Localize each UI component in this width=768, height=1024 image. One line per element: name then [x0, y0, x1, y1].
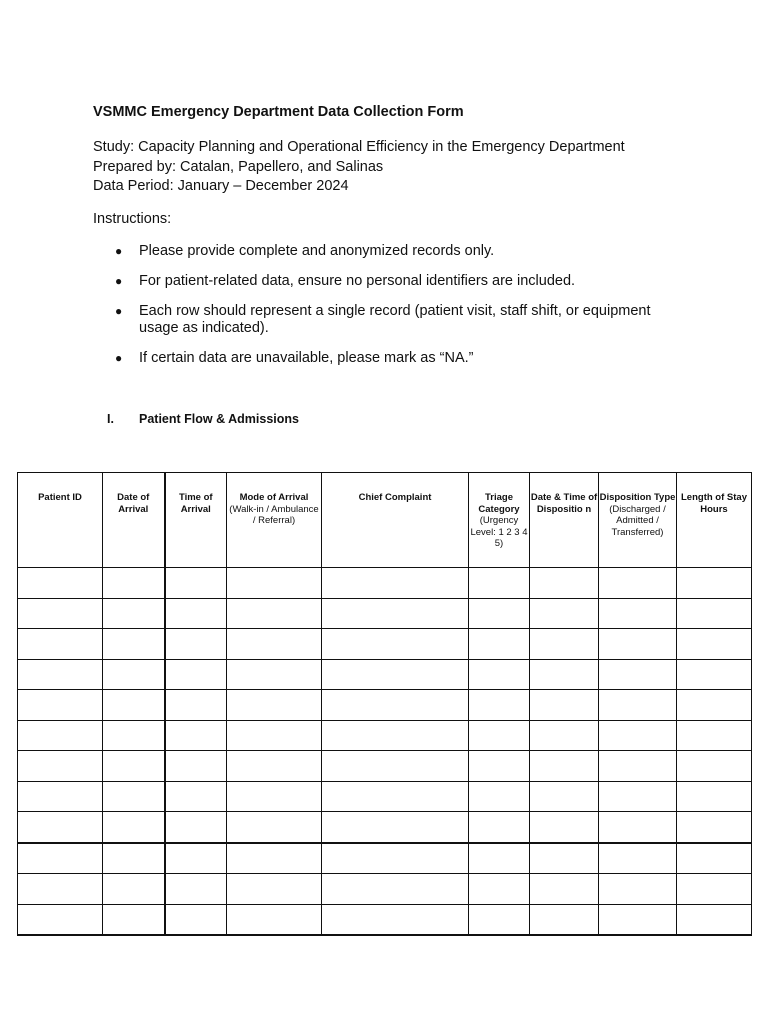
- table-cell[interactable]: [322, 720, 469, 751]
- prepared-by-line: Prepared by: Catalan, Papellero, and Salinas: [93, 158, 384, 175]
- table-cell[interactable]: [322, 904, 469, 935]
- column-header-triage-category: Triage Category (Urgency Level: 1 2 3 4 5): [469, 473, 530, 568]
- table-cell[interactable]: [469, 568, 530, 599]
- instruction-text: Each row should represent a single record (patient visit, staff shift, or equipment usage as indicated).: [139, 303, 651, 336]
- table-cell[interactable]: [103, 720, 165, 751]
- table-cell[interactable]: [599, 659, 677, 690]
- table-cell[interactable]: [530, 568, 599, 599]
- column-header-time-of-arrival: Time of Arrival: [165, 473, 227, 568]
- table-cell[interactable]: [18, 874, 103, 905]
- instructions-list: [93, 243, 653, 380]
- table-cell[interactable]: [530, 598, 599, 629]
- table-cell[interactable]: [530, 690, 599, 721]
- table-cell[interactable]: [469, 751, 530, 782]
- table-cell[interactable]: [227, 751, 322, 782]
- bullet-icon: ●: [115, 351, 123, 365]
- table-cell[interactable]: [18, 720, 103, 751]
- table-header-row: [18, 473, 752, 568]
- table-cell[interactable]: [322, 568, 469, 599]
- table-cell[interactable]: [677, 812, 752, 843]
- table-cell[interactable]: [530, 781, 599, 812]
- table-cell[interactable]: [165, 781, 227, 812]
- instruction-item: [93, 243, 653, 260]
- table-cell[interactable]: [599, 720, 677, 751]
- column-header-length-of-stay: Length of Stay Hours: [677, 473, 752, 568]
- table-cell[interactable]: [677, 629, 752, 660]
- column-header-chief-complaint: Chief Complaint: [322, 473, 469, 568]
- bullet-icon: ●: [115, 244, 123, 258]
- table-cell[interactable]: [599, 812, 677, 843]
- column-header-disposition-type: Disposition Type (Discharged / Admitted / Transferred): [599, 473, 677, 568]
- table-row: [18, 781, 752, 812]
- table-cell[interactable]: [165, 812, 227, 843]
- table-cell[interactable]: [322, 598, 469, 629]
- table-cell[interactable]: [18, 812, 103, 843]
- table-cell[interactable]: [103, 568, 165, 599]
- table-cell[interactable]: [103, 690, 165, 721]
- table-cell[interactable]: [677, 659, 752, 690]
- section-heading: [107, 412, 299, 426]
- table-cell[interactable]: [469, 659, 530, 690]
- table-cell[interactable]: [469, 781, 530, 812]
- data-period-line: Data Period: January – December 2024: [93, 178, 349, 194]
- table-cell[interactable]: [165, 874, 227, 905]
- table-cell[interactable]: [599, 904, 677, 935]
- table-cell[interactable]: [599, 690, 677, 721]
- table-cell[interactable]: [599, 751, 677, 782]
- table-cell[interactable]: [18, 659, 103, 690]
- table-cell[interactable]: [165, 751, 227, 782]
- instruction-item: [93, 303, 653, 337]
- table-cell[interactable]: [227, 843, 322, 874]
- table-cell[interactable]: [18, 598, 103, 629]
- table-cell[interactable]: [599, 598, 677, 629]
- patient-flow-table: [17, 472, 752, 936]
- table-row: [18, 690, 752, 721]
- table-cell[interactable]: [227, 690, 322, 721]
- bullet-icon: ●: [115, 304, 123, 318]
- table-cell[interactable]: [322, 690, 469, 721]
- table-cell[interactable]: [530, 904, 599, 935]
- column-header-patient-id: Patient ID: [18, 473, 103, 568]
- column-header-disposition-datetime: Date & Time of Dispositio n: [530, 473, 599, 568]
- column-header-mode-of-arrival: Mode of Arrival (Walk-in / Ambulance / Referral): [227, 473, 322, 568]
- table-row: [18, 812, 752, 843]
- table-cell[interactable]: [599, 781, 677, 812]
- table-cell[interactable]: [103, 904, 165, 935]
- instructions-label: Instructions:: [93, 211, 172, 227]
- table-cell[interactable]: [18, 751, 103, 782]
- table-cell[interactable]: [165, 629, 227, 660]
- table-cell[interactable]: [165, 568, 227, 599]
- table-row: [18, 843, 752, 874]
- table-cell[interactable]: [165, 690, 227, 721]
- table-cell[interactable]: [469, 720, 530, 751]
- table-cell[interactable]: [103, 751, 165, 782]
- table-cell[interactable]: [599, 568, 677, 599]
- table-cell[interactable]: [18, 904, 103, 935]
- table-cell[interactable]: [165, 598, 227, 629]
- study-line: Study: Capacity Planning and Operational Efficiency in the Emergency Department: [93, 139, 625, 155]
- table-cell[interactable]: [677, 720, 752, 751]
- table-cell[interactable]: [227, 874, 322, 905]
- table-cell[interactable]: [103, 874, 165, 905]
- table-cell[interactable]: [165, 843, 227, 874]
- table-cell[interactable]: [530, 843, 599, 874]
- table-cell[interactable]: [18, 690, 103, 721]
- table-cell[interactable]: [18, 629, 103, 660]
- table-cell[interactable]: [599, 629, 677, 660]
- table-row: [18, 874, 752, 905]
- table-cell[interactable]: [322, 843, 469, 874]
- instruction-text: For patient-related data, ensure no personal identifiers are included.: [139, 273, 576, 289]
- table-cell[interactable]: [599, 874, 677, 905]
- table-cell[interactable]: [322, 751, 469, 782]
- instruction-text: If certain data are unavailable, please mark as “NA.”: [139, 350, 474, 366]
- table-cell[interactable]: [469, 598, 530, 629]
- table-cell[interactable]: [103, 598, 165, 629]
- form-title: VSMMC Emergency Department Data Collection Form: [93, 104, 464, 120]
- table-cell[interactable]: [530, 874, 599, 905]
- table-cell[interactable]: [469, 690, 530, 721]
- table-row: [18, 904, 752, 935]
- table-cell[interactable]: [530, 659, 599, 690]
- table-cell[interactable]: [227, 812, 322, 843]
- table-cell[interactable]: [677, 781, 752, 812]
- table-cell[interactable]: [18, 568, 103, 599]
- table-cell[interactable]: [469, 874, 530, 905]
- table-cell[interactable]: [322, 629, 469, 660]
- table-cell[interactable]: [103, 781, 165, 812]
- table-cell[interactable]: [469, 843, 530, 874]
- column-header-date-of-arrival: Date of Arrival: [103, 473, 165, 568]
- table-cell[interactable]: [227, 598, 322, 629]
- table-cell[interactable]: [18, 843, 103, 874]
- table-cell[interactable]: [227, 781, 322, 812]
- table-cell[interactable]: [530, 720, 599, 751]
- table-cell[interactable]: [227, 904, 322, 935]
- table-cell[interactable]: [530, 812, 599, 843]
- table-cell[interactable]: [322, 781, 469, 812]
- table-cell[interactable]: [103, 659, 165, 690]
- table-row: [18, 659, 752, 690]
- table-cell[interactable]: [469, 904, 530, 935]
- table-cell[interactable]: [103, 629, 165, 660]
- table-cell[interactable]: [322, 812, 469, 843]
- table-cell[interactable]: [227, 629, 322, 660]
- table-cell[interactable]: [18, 781, 103, 812]
- table-cell[interactable]: [677, 904, 752, 935]
- table-cell[interactable]: [322, 874, 469, 905]
- table-cell[interactable]: [599, 843, 677, 874]
- table-cell[interactable]: [677, 568, 752, 599]
- instruction-item: [93, 350, 653, 367]
- table-cell[interactable]: [165, 659, 227, 690]
- study-info: [93, 138, 625, 197]
- table-row: [18, 751, 752, 782]
- table-row: [18, 720, 752, 751]
- table-cell[interactable]: [165, 904, 227, 935]
- table-cell[interactable]: [103, 812, 165, 843]
- bullet-icon: ●: [115, 274, 123, 288]
- table-row: [18, 629, 752, 660]
- table-cell[interactable]: [469, 812, 530, 843]
- table-cell[interactable]: [677, 751, 752, 782]
- table-row: [18, 598, 752, 629]
- table-cell[interactable]: [322, 659, 469, 690]
- table-cell[interactable]: [530, 751, 599, 782]
- table-cell[interactable]: [227, 659, 322, 690]
- table-cell[interactable]: [103, 843, 165, 874]
- table-cell[interactable]: [530, 629, 599, 660]
- table-body: [18, 568, 752, 936]
- table-cell[interactable]: [227, 720, 322, 751]
- table-cell[interactable]: [677, 843, 752, 874]
- table-cell[interactable]: [677, 874, 752, 905]
- instruction-item: [93, 273, 653, 290]
- section-title: Patient Flow & Admissions: [139, 412, 299, 426]
- table-cell[interactable]: [677, 598, 752, 629]
- instruction-text: Please provide complete and anonymized records only.: [139, 243, 495, 259]
- table-cell[interactable]: [165, 720, 227, 751]
- table-cell[interactable]: [227, 568, 322, 599]
- table-cell[interactable]: [469, 629, 530, 660]
- section-number: I.: [107, 412, 114, 426]
- table-row: [18, 568, 752, 599]
- table-cell[interactable]: [677, 690, 752, 721]
